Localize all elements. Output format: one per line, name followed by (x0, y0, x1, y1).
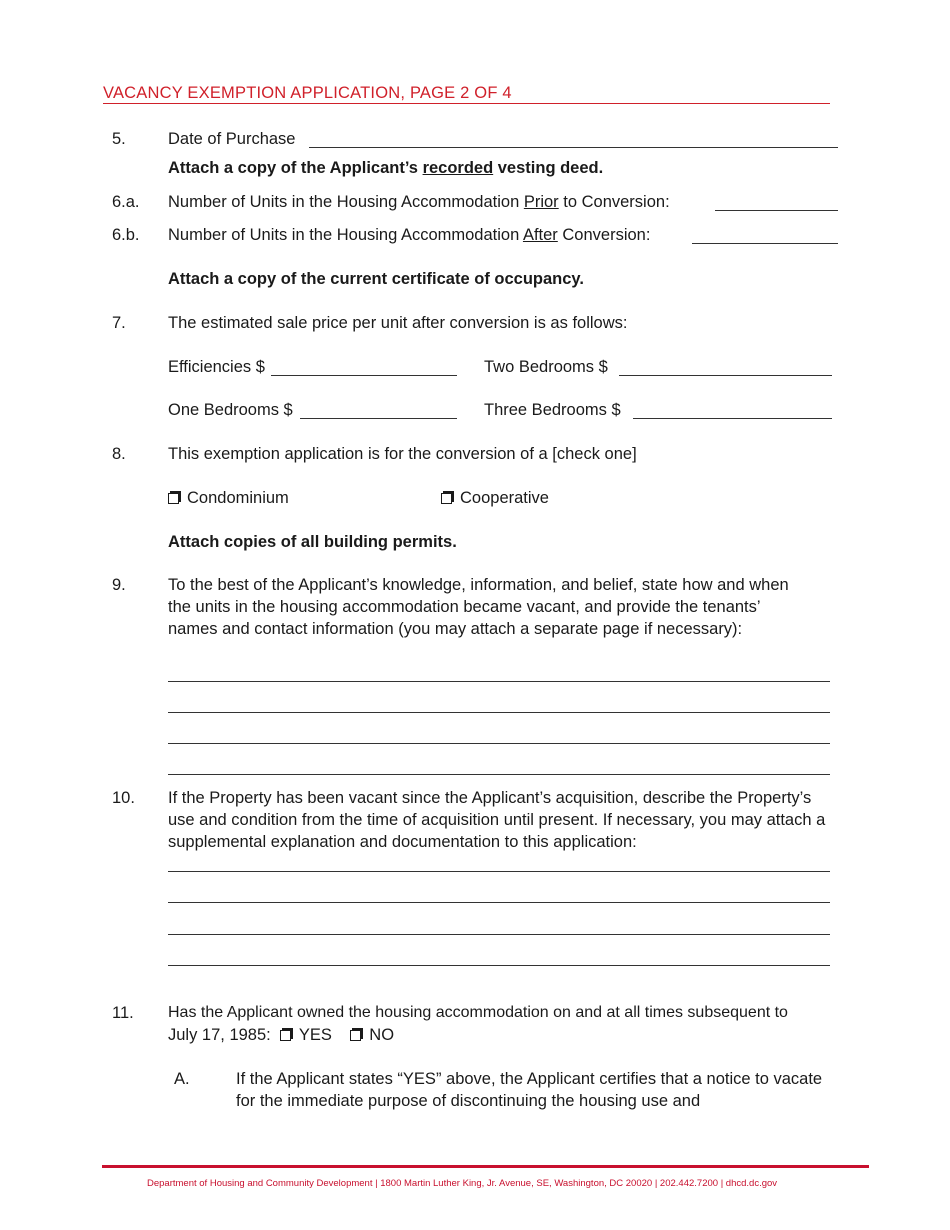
three-bedrooms-price-field[interactable] (633, 418, 832, 419)
units-prior-field[interactable] (715, 210, 838, 211)
q11a-label: A. (174, 1070, 190, 1088)
checkbox-icon[interactable] (350, 1030, 361, 1041)
q10-answer-line[interactable] (168, 965, 830, 966)
q11-date-line: July 17, 1985: YES NO (168, 1026, 395, 1044)
occupancy-note: Attach a copy of the current certificate of occupancy. (168, 270, 584, 288)
two-bedrooms-label: Two Bedrooms $ (484, 358, 608, 376)
q10-answer-line[interactable] (168, 902, 830, 903)
q9-answer-line[interactable] (168, 774, 830, 775)
q5-number: 5. (112, 130, 126, 148)
q7-text: The estimated sale price per unit after conversion is as follows: (168, 314, 628, 332)
three-bedrooms-label: Three Bedrooms $ (484, 401, 621, 419)
q9-text: To the best of the Applicant’s knowledge, information, and belief, state how and when the units in the housing accommodation became vacant, and provide the tenants’ names and contact information (you may attach a separate page if necessary): (168, 576, 789, 638)
one-bedrooms-price-field[interactable] (300, 418, 457, 419)
q11a-text: If the Applicant states “YES” above, the Applicant certifies that a notice to vacate for the immediate purpose of discontinuing the housing use and (236, 1070, 823, 1110)
q9-answer-line[interactable] (168, 712, 830, 713)
q9-number: 9. (112, 576, 126, 594)
date-of-purchase-field[interactable] (309, 147, 838, 148)
q7-number: 7. (112, 314, 126, 332)
q11-text: Has the Applicant owned the housing accommodation on and at all times subsequent to (168, 1004, 788, 1021)
one-bedrooms-label: One Bedrooms $ (168, 401, 293, 419)
checkbox-icon[interactable] (168, 493, 179, 504)
header-divider (103, 103, 830, 104)
checkbox-icon[interactable] (280, 1030, 291, 1041)
q9-answer-line[interactable] (168, 681, 830, 682)
checkbox-icon[interactable] (441, 493, 452, 504)
footer-divider (102, 1165, 869, 1168)
cooperative-option[interactable] (441, 487, 549, 509)
yes-option[interactable]: YES (280, 1026, 332, 1044)
q11-number: 11. (112, 1004, 134, 1022)
q10-number: 10. (112, 789, 135, 807)
q10-answer-line[interactable] (168, 934, 830, 935)
q6b-number: 6.b. (112, 226, 140, 244)
q10-answer-line[interactable] (168, 871, 830, 872)
q6b-label: Number of Units in the Housing Accommodation After Conversion: (168, 226, 651, 244)
efficiencies-label: Efficiencies $ (168, 358, 265, 376)
units-after-field[interactable] (692, 243, 838, 244)
no-option[interactable]: NO (350, 1026, 394, 1044)
q9-answer-line[interactable] (168, 743, 830, 744)
q6a-number: 6.a. (112, 193, 140, 211)
q8-text: This exemption application is for the conversion of a [check one] (168, 445, 637, 463)
condominium-label: Condominium (187, 489, 289, 507)
permits-note: Attach copies of all building permits. (168, 533, 457, 551)
cooperative-label: Cooperative (460, 489, 549, 507)
two-bedrooms-price-field[interactable] (619, 375, 832, 376)
page-title: VACANCY EXEMPTION APPLICATION, PAGE 2 OF 4 (103, 84, 512, 102)
efficiencies-price-field[interactable] (271, 375, 457, 376)
q10-text: If the Property has been vacant since the Applicant’s acquisition, describe the Property’s use and condition from the time of acquisition until present. If necessary, you may attach a supplemental explanation and documentation to this application: (168, 789, 826, 851)
q5-label: Date of Purchase (168, 130, 296, 148)
q8-number: 8. (112, 445, 126, 463)
footer-text: Department of Housing and Community Development | 1800 Martin Luther King, Jr. Avenue, SE, Washington, DC 20020 | 202.442.7200 | dhcd.dc.gov (147, 1178, 778, 1189)
condominium-option[interactable] (168, 487, 289, 509)
q6a-label: Number of Units in the Housing Accommodation Prior to Conversion: (168, 193, 670, 211)
deed-note: Attach a copy of the Applicant’s recorded vesting deed. (168, 159, 604, 177)
